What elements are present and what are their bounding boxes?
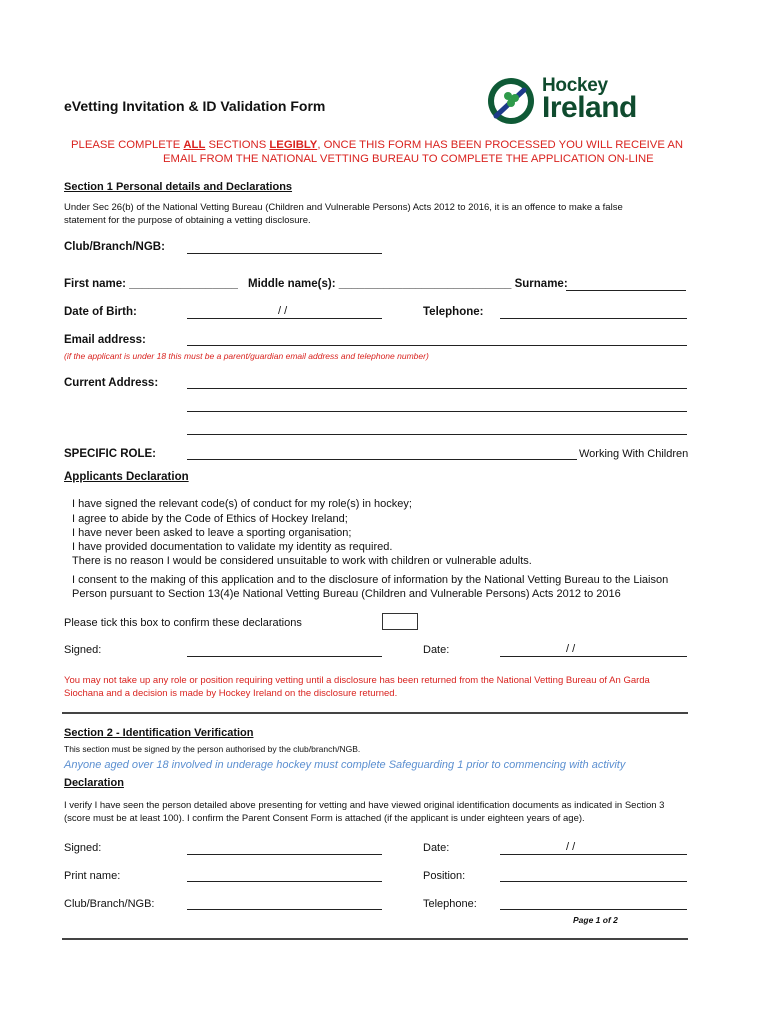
hockey-ireland-logo: [486, 73, 656, 129]
footer-divider: [62, 938, 688, 940]
email-field[interactable]: [187, 345, 687, 346]
telephone-label: Telephone:: [423, 306, 484, 318]
date-field[interactable]: [500, 656, 687, 657]
s2-signed-field[interactable]: [187, 854, 382, 855]
declaration-line: I have provided documentation to validate my identity as required.: [72, 541, 393, 553]
email-label: Email address:: [64, 334, 146, 346]
verify-line1: I verify I have seen the person detailed above presenting for vetting and have viewed original identification documents as indicated in Section 3: [64, 800, 665, 811]
s2-telephone-label: Telephone:: [423, 898, 477, 910]
section2-heading: Section 2 - Identification Verification: [64, 727, 254, 739]
declaration-line: I agree to abide by the Code of Ethics of Hockey Ireland;: [72, 513, 348, 525]
notice-legibly: LEGIBLY: [269, 139, 318, 151]
role-label: SPECIFIC ROLE:: [64, 448, 157, 460]
club-label: Club/Branch/NGB:: [64, 241, 165, 253]
date-separators: / /: [566, 643, 576, 655]
safeguarding-note: Anyone aged over 18 involved in underage hockey must complete Safeguarding 1 prior to commencing with activity: [64, 759, 626, 771]
declaration-line: There is no reason I would be considered unsuitable to work with children or vulnerable adults.: [72, 555, 532, 567]
notice-text: , ONCE THIS FORM HAS BEEN PROCESSED YOU WILL RECEIVE AN: [317, 139, 684, 151]
notice-line2: EMAIL FROM THE NATIONAL VETTING BUREAU TO COMPLETE THE APPLICATION ON-LINE: [163, 153, 654, 165]
position-label: Position:: [423, 870, 466, 882]
logo-line1: Hockey: [542, 75, 608, 96]
notice-text: PLEASE COMPLETE: [71, 139, 184, 151]
s2-club-field[interactable]: [187, 909, 382, 910]
address-label: Current Address:: [64, 377, 159, 389]
telephone-field[interactable]: [500, 318, 687, 319]
declaration-heading: Applicants Declaration: [64, 471, 189, 483]
club-field[interactable]: [187, 253, 382, 254]
notice-line1: [71, 139, 683, 151]
warning-line1: You may not take up any role or position requiring vetting until a disclosure has been returned from the National Vetting Bureau of An Garda: [64, 675, 650, 686]
tick-label: Please tick this box to confirm these declarations: [64, 617, 302, 629]
print-name-field[interactable]: [187, 881, 382, 882]
date-label: Date:: [423, 644, 450, 656]
section-divider: [62, 712, 688, 714]
page-number: Page 1 of 2: [573, 915, 618, 925]
surname-field[interactable]: [566, 290, 686, 291]
first-name-label: First name: _________________: [64, 278, 238, 290]
print-name-label: Print name:: [64, 870, 121, 882]
address-field-3[interactable]: [187, 434, 687, 435]
confirm-checkbox[interactable]: [382, 613, 418, 630]
dob-separators: / /: [278, 305, 288, 317]
s2-date-separators: / /: [566, 841, 576, 853]
role-value: Working With Children: [579, 448, 689, 460]
section2-declaration-heading: Declaration: [64, 777, 124, 789]
email-note: (if the applicant is under 18 this must be a parent/guardian email address and telephone number): [64, 351, 429, 361]
warning-line2: Siochana and a decision is made by Hockey Ireland on the disclosure returned.: [64, 688, 398, 699]
s2-telephone-field[interactable]: [500, 909, 687, 910]
form-title: eVetting Invitation & ID Validation Form: [64, 98, 326, 114]
s2-signed-label: Signed:: [64, 842, 102, 854]
s2-club-label: Club/Branch/NGB:: [64, 898, 155, 910]
logo-line2: Ireland: [542, 91, 637, 124]
notice-text: SECTIONS: [205, 139, 270, 151]
declaration-line: I have signed the relevant code(s) of conduct for my role(s) in hockey;: [72, 498, 412, 510]
address-field-1[interactable]: [187, 388, 687, 389]
dob-field[interactable]: [187, 318, 382, 319]
consent-line2: Person pursuant to Section 13(4)e National Vetting Bureau (Children and Vulnerable Persons) Acts 2012 to 2016: [72, 588, 621, 600]
middle-name-label: Middle name(s): ___________________________ Surname:: [248, 278, 568, 290]
signed-field[interactable]: [187, 656, 382, 657]
declaration-line: I have never been asked to leave a sporting organisation;: [72, 527, 352, 539]
signed-label: Signed:: [64, 644, 102, 656]
address-field-2[interactable]: [187, 411, 687, 412]
verify-line2: (score must be at least 100). I confirm the Parent Consent Form is attached (if the applicant is under eighteen years of age).: [64, 813, 585, 824]
position-field[interactable]: [500, 881, 687, 882]
shamrock-ball-icon: [486, 76, 536, 126]
dob-label: Date of Birth:: [64, 306, 137, 318]
section2-intro: This section must be signed by the person authorised by the club/branch/NGB.: [64, 744, 361, 754]
s2-date-field[interactable]: [500, 854, 687, 855]
consent-line1: I consent to the making of this application and to the disclosure of information by the National Vetting Bureau to the Liaison: [72, 574, 669, 586]
section1-intro-line1: Under Sec 26(b) of the National Vetting Bureau (Children and Vulnerable Persons) Acts 2012 to 2016, it is an offence to make a false: [64, 202, 623, 213]
s2-date-label: Date:: [423, 842, 450, 854]
section1-intro-line2: statement for the purpose of obtaining a vetting disclosure.: [64, 215, 311, 226]
role-field[interactable]: [187, 459, 577, 460]
notice-all: ALL: [183, 139, 206, 151]
section1-heading: Section 1 Personal details and Declarations: [64, 181, 293, 193]
